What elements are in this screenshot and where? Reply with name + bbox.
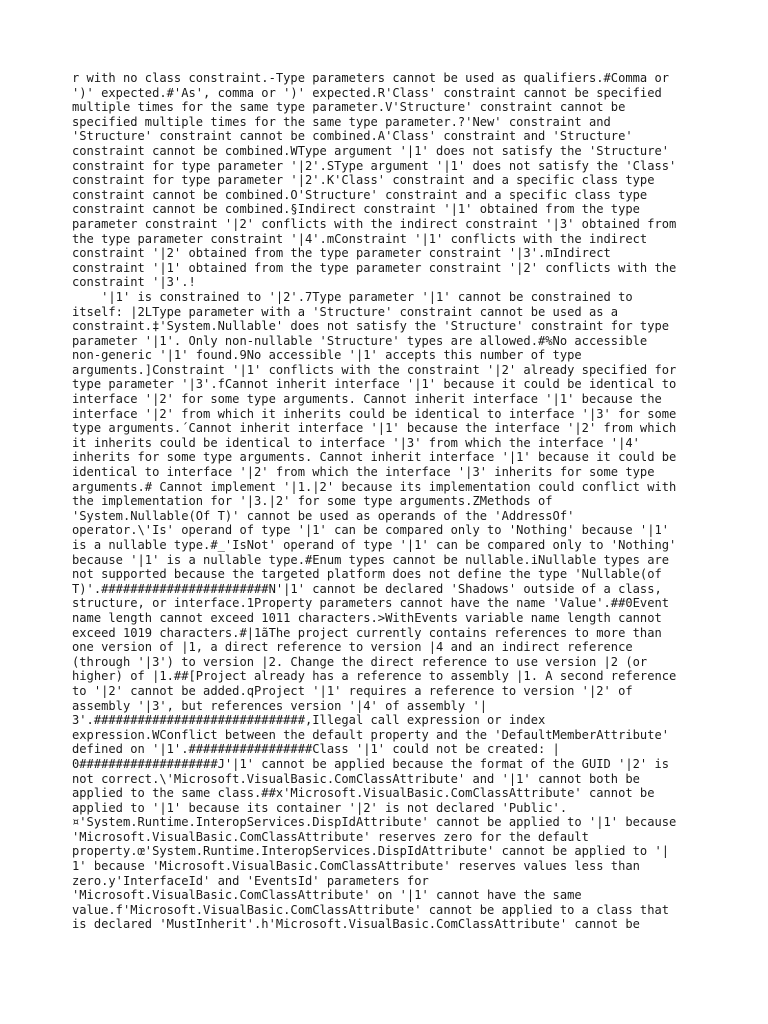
text-line: parameter constraint '|2' conflicts with the indirect constraint '|3' obtained from: [72, 216, 677, 231]
text-line: 'Structure' constraint cannot be combined.A'Class' constraint and 'Structure': [72, 129, 633, 144]
document-text-body: [72, 71, 702, 932]
text-line: interface '|2' from which it inherits could be identical to interface '|3' for some: [72, 406, 677, 421]
text-line: 3'.#############################,Illegal call expression or index: [72, 713, 546, 728]
text-line: constraint '|1' obtained from the type parameter constraint '|2' conflicts with the: [72, 260, 677, 275]
text-line: parameter '|1'. Only non-nullable 'Structure' types are allowed.#%No accessible: [72, 333, 648, 348]
text-line: it inherits could be identical to interface '|3' from which the interface '|4': [72, 435, 640, 450]
text-line: one version of |1, a direct reference to version |4 and an indirect reference: [72, 640, 633, 655]
text-line: constraint.‡'System.Nullable' does not satisfy the 'Structure' constraint for type: [72, 319, 670, 334]
text-line: 0###################J'|1' cannot be applied because the format of the GUID '|2' is: [72, 756, 670, 771]
text-line: is declared 'MustInherit'.h'Microsoft.VisualBasic.ComClassAttribute' cannot be: [72, 917, 640, 932]
text-line: itself: |2LType parameter with a 'Structure' constraint cannot be used as a: [72, 304, 619, 319]
text-line: expression.WConflict between the default property and the 'DefaultMemberAttribute': [72, 727, 670, 742]
text-line: constraint cannot be combined.§Indirect constraint '|1' obtained from the type: [72, 202, 640, 217]
text-line: operator.\'Is' operand of type '|1' can be compared only to 'Nothing' because '|1': [72, 523, 670, 538]
text-line: r with no class constraint.-Type parameters cannot be used as qualifiers.#Comma or: [72, 71, 670, 85]
text-line: the type parameter constraint '|4'.mConstraint '|1' conflicts with the indirect: [72, 231, 648, 246]
text-line: arguments.]Constraint '|1' conflicts with the constraint '|2' already specified for: [72, 362, 677, 377]
text-line: not correct.\'Microsoft.VisualBasic.ComClassAttribute' and '|1' cannot both be: [72, 771, 640, 786]
text-line: constraint cannot be combined.O'Structure' constraint and a specific class type: [72, 187, 648, 202]
text-line: 'System.Nullable(Of T)' cannot be used as operands of the 'AddressOf': [72, 508, 575, 523]
text-line: because '|1' is a nullable type.#Enum types cannot be nullable.iNullable types are: [72, 552, 670, 567]
text-line: to '|2' cannot be added.qProject '|1' requires a reference to version '|2' of: [72, 683, 633, 698]
text-line: value.f'Microsoft.VisualBasic.ComClassAttribute' cannot be applied to a class that: [72, 902, 670, 917]
text-line: '|1' is constrained to '|2'.7Type parameter '|1' cannot be constrained to: [72, 289, 633, 304]
text-line: ')' expected.#'As', comma or ')' expected.R'Class' constraint cannot be specified: [72, 85, 662, 100]
text-line: inherits for some type arguments. Cannot inherit interface '|1' because it could be: [72, 450, 677, 465]
text-line: constraint for type parameter '|2'.SType argument '|1' does not satisfy the 'Class': [72, 158, 677, 173]
text-line: constraint '|2' obtained from the type parameter constraint '|3'.mIndirect: [72, 246, 611, 261]
text-line: is a nullable type.#_'IsNot' operand of type '|1' can be compared only to 'Nothing': [72, 538, 677, 552]
text-line: non-generic '|1' found.9No accessible '|1' accepts this number of type: [72, 348, 582, 363]
text-line: 'Microsoft.VisualBasic.ComClassAttribute' on '|1' cannot have the same: [72, 888, 582, 903]
text-line: not supported because the targeted platform does not define the type 'Nullable(of: [72, 567, 662, 582]
text-line: (through '|3') to version |2. Change the direct reference to use version |2 (or: [72, 654, 648, 669]
text-line: zero.y'InterfaceId' and 'EventsId' parameters for: [72, 873, 429, 888]
text-line: applied to the same class.##x'Microsoft.VisualBasic.ComClassAttribute' cannot be: [72, 786, 655, 801]
text-line: interface '|2' for some type arguments. Cannot inherit interface '|1' because the: [72, 392, 662, 407]
text-line: name length cannot exceed 1011 characters.>WithEvents variable name length cannot: [72, 610, 662, 625]
text-line: constraint '|3'.!: [72, 275, 196, 290]
text-line: ¤'System.Runtime.InteropServices.DispIdAttribute' cannot be applied to '|1' because: [72, 815, 677, 830]
text-line: arguments.# Cannot implement '|1.|2' because its implementation could conflict with: [72, 479, 677, 494]
text-line: type parameter '|3'.fCannot inherit interface '|1' because it could be identical to: [72, 377, 677, 392]
text-line: assembly '|3', but references version '|4' of assembly '|: [72, 698, 488, 713]
text-line: defined on '|1'.#################Class '|1' could not be created: |: [72, 742, 560, 757]
text-line: type arguments.´Cannot inherit interface '|1' because the interface '|2' from which: [72, 421, 677, 436]
text-line: higher) of |1.##[Project already has a reference to assembly |1. A second reference: [72, 669, 677, 684]
text-line: T)'.#######################N'|1' cannot be declared 'Shadows' outside of a class,: [72, 581, 662, 596]
text-line: 1' because 'Microsoft.VisualBasic.ComClassAttribute' reserves values less than: [72, 859, 640, 874]
text-line: exceed 1019 characters.#|1ãThe project currently contains references to more than: [72, 625, 662, 640]
text-line: constraint for type parameter '|2'.K'Class' constraint and a specific class type: [72, 173, 655, 188]
text-line: the implementation for '|3.|2' for some type arguments.ZMethods of: [72, 494, 553, 509]
text-line: structure, or interface.1Property parameters cannot have the name 'Value'.##0Event: [72, 596, 670, 611]
text-line: constraint cannot be combined.WType argument '|1' does not satisfy the 'Structure': [72, 143, 670, 158]
text-line: specified multiple times for the same type parameter.?'New' constraint and: [72, 114, 611, 129]
text-line: identical to interface '|2' from which the interface '|3' inherits for some type: [72, 465, 655, 480]
text-line: applied to '|1' because its container '|2' is not declared 'Public'.: [72, 800, 568, 815]
text-line: property.œ'System.Runtime.InteropServices.DispIdAttribute' cannot be applied to '|: [72, 844, 670, 859]
text-line: multiple times for the same type parameter.V'Structure' constraint cannot be: [72, 100, 626, 115]
text-line: 'Microsoft.VisualBasic.ComClassAttribute' reserves zero for the default: [72, 829, 589, 844]
